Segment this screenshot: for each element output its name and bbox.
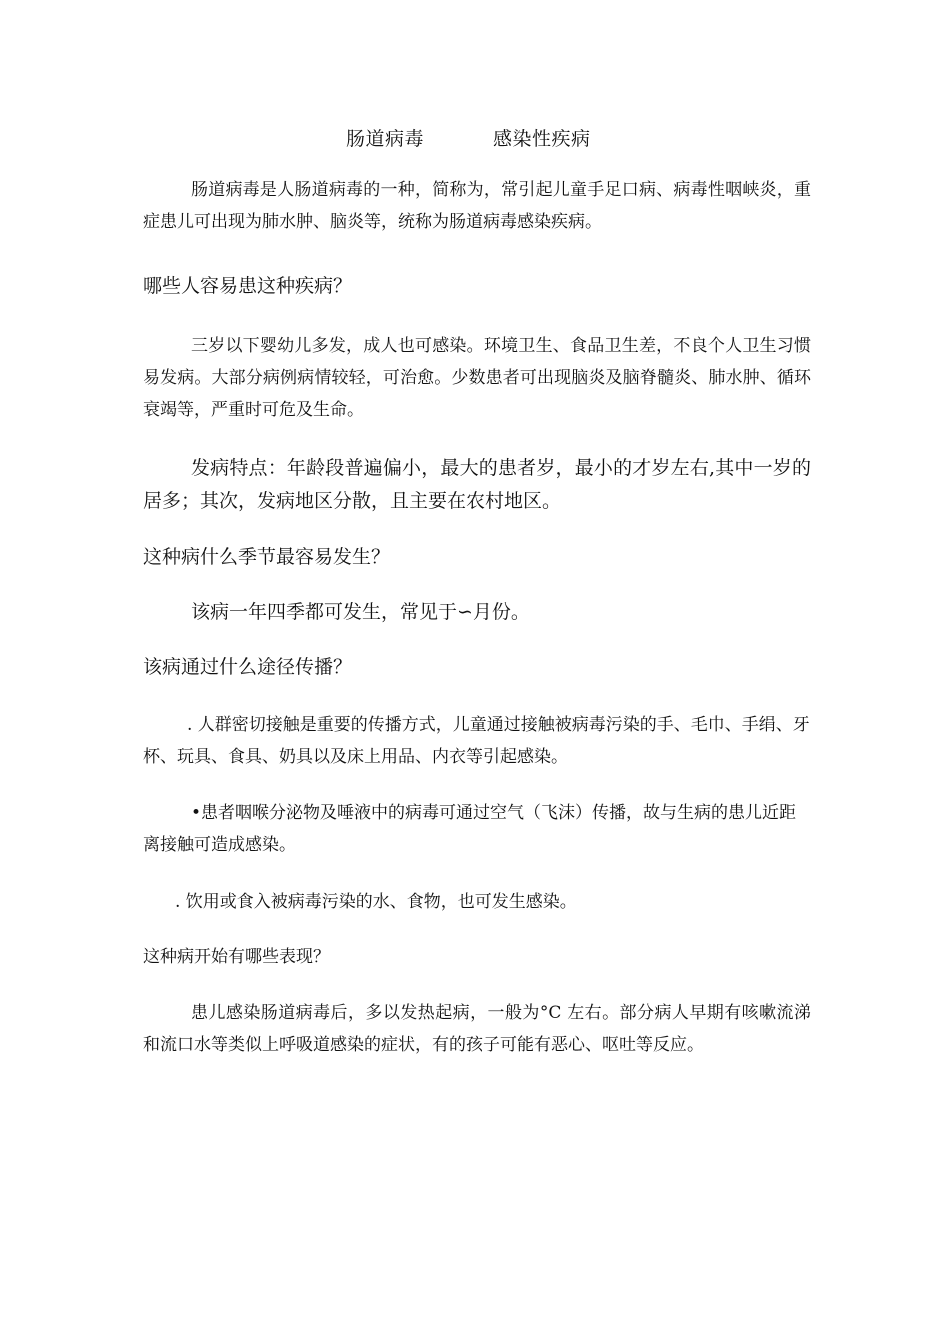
section-heading-symptoms: 这种病开始有哪些表现？ — [143, 947, 330, 967]
section-heading-susceptible: 哪些人容易患这种疾病？ — [143, 275, 353, 297]
transmission-item-contact: . 人群密切接触是重要的传播方式，儿童通过接触被病毒污染的手、毛巾、手绢、牙杯、玩具、食具、奶具以及床上用品、内衣等引起感染。 — [143, 715, 810, 767]
season-paragraph: 该病一年四季都可发生，常见于∽月份。 — [191, 601, 530, 623]
onset-features-paragraph: 发病特点：年龄段普遍偏小，最大的患者岁，最小的才岁左右,其中一岁的居多；其次，发病地区分散，且主要在农村地区。 — [143, 457, 811, 512]
intro-paragraph: 肠道病毒是人肠道病毒的一种，简称为，常引起儿童手足口病、病毒性咽峡炎，重症患儿可出现为肺水肿、脑炎等，统称为肠道病毒感染疾病。 — [143, 180, 811, 232]
title-part-1: 肠道病毒 — [346, 128, 425, 150]
section-heading-transmission: 该病通过什么途径传播？ — [143, 656, 353, 678]
section-heading-season: 这种病什么季节最容易发生？ — [143, 546, 391, 568]
title-part-2: 感染性疾病 — [493, 128, 591, 150]
transmission-item-airborne: •患者咽喉分泌物及唾液中的病毒可通过空气（飞沫）传播，故与生病的患儿近距离接触可造成感染。 — [143, 803, 797, 855]
transmission-item-ingestion: . 饮用或食入被病毒污染的水、食物，也可发生感染。 — [175, 892, 577, 912]
susceptible-paragraph: 三岁以下婴幼儿多发，成人也可感染。环境卫生、食品卫生差，不良个人卫生习惯易发病。大部分病例病情较轻，可治愈。少数患者可出现脑炎及脑脊髓炎、肺水肿、循环衰竭等，严重时可危及生命。 — [143, 336, 811, 420]
symptoms-paragraph: 患儿感染肠道病毒后，多以发热起病，一般为°C 左右。部分病人早期有咳嗽流涕和流口水等类似上呼吸道感染的症状，有的孩子可能有恶心、呕吐等反应。 — [143, 1003, 811, 1055]
